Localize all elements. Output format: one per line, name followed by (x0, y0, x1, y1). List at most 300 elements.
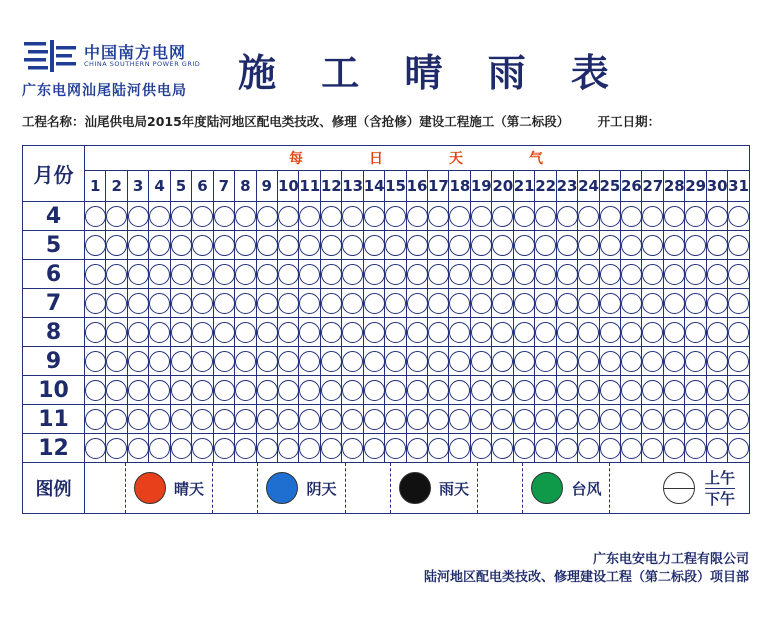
weather-circle[interactable] (278, 264, 299, 285)
weather-circle[interactable] (471, 380, 492, 401)
day-cell (85, 405, 106, 434)
weather-circle[interactable] (342, 438, 363, 459)
weather-circle[interactable] (128, 206, 149, 227)
weather-circle[interactable] (171, 438, 192, 459)
weather-circle[interactable] (407, 206, 428, 227)
day-cell (728, 260, 750, 289)
weather-circle[interactable] (449, 380, 470, 401)
weather-circle[interactable] (514, 235, 535, 256)
weather-circle[interactable] (235, 322, 256, 343)
weather-circle[interactable] (342, 409, 363, 430)
weather-circle[interactable] (407, 293, 428, 314)
weather-circle[interactable] (149, 322, 170, 343)
weather-circle[interactable] (578, 235, 599, 256)
weather-circle[interactable] (642, 351, 663, 372)
weather-circle[interactable] (471, 409, 492, 430)
day-cell (663, 376, 684, 405)
weather-circle[interactable] (214, 380, 235, 401)
weather-circle[interactable] (171, 380, 192, 401)
weather-circle[interactable] (449, 293, 470, 314)
weather-circle[interactable] (364, 438, 385, 459)
weather-circle[interactable] (106, 438, 127, 459)
weather-circle[interactable] (664, 351, 685, 372)
weather-circle[interactable] (535, 351, 556, 372)
weather-circle[interactable] (407, 235, 428, 256)
weather-circle[interactable] (428, 351, 449, 372)
weather-circle[interactable] (106, 206, 127, 227)
weather-circle[interactable] (664, 206, 685, 227)
weather-circle[interactable] (278, 409, 299, 430)
weather-circle[interactable] (557, 264, 578, 285)
weather-circle[interactable] (364, 409, 385, 430)
weather-circle[interactable] (621, 409, 642, 430)
weather-circle[interactable] (449, 351, 470, 372)
day-cell (277, 289, 298, 318)
day-cell (642, 405, 663, 434)
weather-circle[interactable] (128, 235, 149, 256)
weather-circle[interactable] (621, 351, 642, 372)
day-cell (235, 260, 256, 289)
weather-circle[interactable] (707, 235, 728, 256)
month-label: 4 (23, 202, 85, 231)
weather-circle[interactable] (257, 438, 278, 459)
weather-circle[interactable] (342, 351, 363, 372)
weather-circle[interactable] (578, 438, 599, 459)
weather-circle[interactable] (557, 293, 578, 314)
weather-circle[interactable] (535, 322, 556, 343)
weather-circle[interactable] (299, 351, 320, 372)
weather-circle[interactable] (106, 293, 127, 314)
weather-circle[interactable] (257, 293, 278, 314)
weather-circle[interactable] (278, 351, 299, 372)
weather-circle[interactable] (106, 235, 127, 256)
weather-circle[interactable] (514, 206, 535, 227)
weather-circle[interactable] (557, 380, 578, 401)
weather-circle[interactable] (128, 322, 149, 343)
weather-circle[interactable] (621, 293, 642, 314)
weather-circle[interactable] (685, 206, 706, 227)
weather-circle[interactable] (642, 380, 663, 401)
weather-circle[interactable] (364, 235, 385, 256)
weather-circle[interactable] (364, 322, 385, 343)
weather-circle[interactable] (449, 438, 470, 459)
weather-circle[interactable] (214, 206, 235, 227)
weather-circle[interactable] (257, 409, 278, 430)
weather-circle[interactable] (600, 438, 621, 459)
weather-circle[interactable] (342, 322, 363, 343)
weather-circle[interactable] (621, 380, 642, 401)
weather-circle[interactable] (385, 206, 406, 227)
weather-circle[interactable] (642, 264, 663, 285)
weather-circle[interactable] (171, 322, 192, 343)
weather-circle[interactable] (342, 293, 363, 314)
weather-circle[interactable] (85, 438, 106, 459)
weather-circle[interactable] (514, 293, 535, 314)
weather-circle[interactable] (106, 351, 127, 372)
weather-circle[interactable] (728, 438, 749, 459)
weather-circle[interactable] (428, 438, 449, 459)
weather-circle[interactable] (321, 235, 342, 256)
weather-circle[interactable] (728, 264, 749, 285)
weather-circle[interactable] (492, 235, 513, 256)
weather-circle[interactable] (514, 409, 535, 430)
weather-circle[interactable] (106, 409, 127, 430)
weather-circle[interactable] (192, 264, 213, 285)
weather-circle[interactable] (278, 235, 299, 256)
weather-circle[interactable] (428, 235, 449, 256)
weather-circle[interactable] (321, 322, 342, 343)
weather-circle[interactable] (128, 438, 149, 459)
weather-circle[interactable] (299, 235, 320, 256)
weather-circle[interactable] (685, 235, 706, 256)
weather-circle[interactable] (428, 322, 449, 343)
weather-circle[interactable] (621, 438, 642, 459)
weather-circle[interactable] (278, 438, 299, 459)
weather-circle[interactable] (171, 351, 192, 372)
weather-circle[interactable] (685, 264, 706, 285)
weather-circle[interactable] (364, 351, 385, 372)
weather-circle[interactable] (235, 293, 256, 314)
weather-circle[interactable] (128, 264, 149, 285)
weather-circle[interactable] (214, 438, 235, 459)
weather-circle[interactable] (385, 351, 406, 372)
weather-circle[interactable] (299, 322, 320, 343)
weather-circle[interactable] (214, 409, 235, 430)
weather-circle[interactable] (557, 206, 578, 227)
weather-circle[interactable] (728, 380, 749, 401)
weather-circle[interactable] (728, 206, 749, 227)
weather-circle[interactable] (685, 409, 706, 430)
weather-circle[interactable] (642, 293, 663, 314)
weather-circle[interactable] (299, 438, 320, 459)
weather-circle[interactable] (342, 380, 363, 401)
weather-circle[interactable] (514, 438, 535, 459)
weather-circle[interactable] (85, 206, 106, 227)
weather-circle[interactable] (106, 322, 127, 343)
weather-circle[interactable] (85, 235, 106, 256)
weather-circle[interactable] (85, 264, 106, 285)
weather-circle[interactable] (385, 235, 406, 256)
weather-circle[interactable] (578, 293, 599, 314)
weather-circle[interactable] (471, 322, 492, 343)
weather-circle[interactable] (407, 438, 428, 459)
weather-circle[interactable] (664, 264, 685, 285)
weather-circle[interactable] (149, 235, 170, 256)
weather-circle[interactable] (257, 380, 278, 401)
weather-circle[interactable] (342, 264, 363, 285)
weather-circle[interactable] (600, 409, 621, 430)
weather-circle[interactable] (664, 438, 685, 459)
weather-circle[interactable] (257, 322, 278, 343)
weather-circle[interactable] (85, 293, 106, 314)
weather-circle[interactable] (621, 235, 642, 256)
weather-circle[interactable] (621, 322, 642, 343)
weather-circle[interactable] (321, 206, 342, 227)
weather-circle[interactable] (535, 293, 556, 314)
weather-circle[interactable] (557, 235, 578, 256)
weather-circle[interactable] (342, 206, 363, 227)
weather-circle[interactable] (128, 351, 149, 372)
weather-circle[interactable] (471, 264, 492, 285)
weather-circle[interactable] (728, 235, 749, 256)
weather-circle[interactable] (664, 293, 685, 314)
weather-circle[interactable] (600, 206, 621, 227)
weather-circle[interactable] (407, 264, 428, 285)
weather-circle[interactable] (85, 322, 106, 343)
weather-circle[interactable] (192, 351, 213, 372)
weather-circle[interactable] (192, 380, 213, 401)
weather-circle[interactable] (428, 206, 449, 227)
weather-circle[interactable] (685, 322, 706, 343)
weather-circle[interactable] (278, 322, 299, 343)
weather-circle[interactable] (600, 322, 621, 343)
weather-circle[interactable] (728, 409, 749, 430)
weather-circle[interactable] (685, 380, 706, 401)
weather-circle[interactable] (85, 351, 106, 372)
weather-circle[interactable] (364, 293, 385, 314)
weather-circle[interactable] (535, 438, 556, 459)
weather-circle[interactable] (535, 380, 556, 401)
weather-circle[interactable] (600, 380, 621, 401)
weather-circle[interactable] (642, 322, 663, 343)
weather-circle[interactable] (321, 293, 342, 314)
weather-circle[interactable] (621, 264, 642, 285)
weather-circle[interactable] (642, 409, 663, 430)
weather-circle[interactable] (514, 264, 535, 285)
weather-circle[interactable] (621, 206, 642, 227)
weather-circle[interactable] (192, 293, 213, 314)
weather-circle[interactable] (578, 264, 599, 285)
weather-circle[interactable] (299, 264, 320, 285)
weather-circle[interactable] (471, 351, 492, 372)
weather-circle[interactable] (235, 380, 256, 401)
weather-circle[interactable] (578, 322, 599, 343)
weather-circle[interactable] (664, 322, 685, 343)
weather-circle[interactable] (235, 351, 256, 372)
weather-circle[interactable] (600, 264, 621, 285)
weather-circle[interactable] (106, 264, 127, 285)
weather-circle[interactable] (149, 409, 170, 430)
weather-circle[interactable] (557, 351, 578, 372)
weather-circle[interactable] (449, 206, 470, 227)
weather-circle[interactable] (535, 409, 556, 430)
weather-circle[interactable] (664, 409, 685, 430)
weather-circle[interactable] (471, 438, 492, 459)
weather-circle[interactable] (600, 293, 621, 314)
weather-circle[interactable] (492, 322, 513, 343)
weather-circle[interactable] (728, 322, 749, 343)
month-row (23, 260, 750, 289)
weather-circle[interactable] (685, 351, 706, 372)
weather-circle[interactable] (149, 438, 170, 459)
weather-circle[interactable] (428, 264, 449, 285)
weather-circle[interactable] (535, 206, 556, 227)
weather-circle[interactable] (385, 438, 406, 459)
weather-circle[interactable] (492, 264, 513, 285)
day-cell (685, 260, 706, 289)
weather-circle[interactable] (171, 264, 192, 285)
weather-circle[interactable] (385, 380, 406, 401)
weather-circle[interactable] (535, 235, 556, 256)
day-cell (213, 405, 234, 434)
weather-circle[interactable] (600, 351, 621, 372)
weather-circle[interactable] (578, 206, 599, 227)
weather-circle[interactable] (278, 380, 299, 401)
weather-circle[interactable] (128, 409, 149, 430)
weather-circle[interactable] (664, 235, 685, 256)
weather-circle[interactable] (299, 293, 320, 314)
weather-circle[interactable] (214, 264, 235, 285)
weather-circle[interactable] (149, 293, 170, 314)
weather-circle[interactable] (149, 264, 170, 285)
day-cell (235, 289, 256, 318)
weather-circle[interactable] (428, 380, 449, 401)
weather-circle[interactable] (578, 380, 599, 401)
weather-circle[interactable] (514, 351, 535, 372)
weather-circle[interactable] (106, 380, 127, 401)
weather-circle[interactable] (578, 351, 599, 372)
weather-circle[interactable] (664, 380, 685, 401)
day-cell (513, 260, 534, 289)
weather-circle[interactable] (385, 264, 406, 285)
weather-circle[interactable] (428, 293, 449, 314)
weather-circle[interactable] (685, 293, 706, 314)
weather-circle[interactable] (299, 380, 320, 401)
weather-circle[interactable] (192, 206, 213, 227)
weather-circle[interactable] (407, 409, 428, 430)
weather-circle[interactable] (449, 322, 470, 343)
weather-circle[interactable] (642, 235, 663, 256)
weather-circle[interactable] (364, 264, 385, 285)
weather-circle[interactable] (278, 293, 299, 314)
weather-circle[interactable] (728, 351, 749, 372)
weather-circle[interactable] (407, 351, 428, 372)
weather-circle[interactable] (385, 409, 406, 430)
weather-circle[interactable] (149, 206, 170, 227)
weather-circle[interactable] (128, 380, 149, 401)
weather-circle[interactable] (85, 409, 106, 430)
weather-circle[interactable] (514, 322, 535, 343)
weather-circle[interactable] (707, 264, 728, 285)
weather-circle[interactable] (257, 264, 278, 285)
weather-circle[interactable] (171, 293, 192, 314)
weather-circle[interactable] (428, 409, 449, 430)
weather-circle[interactable] (321, 380, 342, 401)
weather-circle[interactable] (707, 438, 728, 459)
weather-circle[interactable] (642, 206, 663, 227)
weather-circle[interactable] (364, 380, 385, 401)
weather-circle[interactable] (492, 206, 513, 227)
weather-circle[interactable] (707, 409, 728, 430)
weather-circle[interactable] (707, 351, 728, 372)
weather-circle[interactable] (707, 206, 728, 227)
day-cell (706, 405, 727, 434)
weather-circle[interactable] (321, 351, 342, 372)
weather-circle[interactable] (385, 293, 406, 314)
day-cell (192, 376, 213, 405)
weather-circle[interactable] (385, 322, 406, 343)
weather-circle[interactable] (578, 409, 599, 430)
weather-circle[interactable] (235, 235, 256, 256)
weather-circle[interactable] (557, 322, 578, 343)
weather-circle[interactable] (492, 351, 513, 372)
weather-circle[interactable] (535, 264, 556, 285)
weather-circle[interactable] (128, 293, 149, 314)
weather-circle[interactable] (214, 293, 235, 314)
weather-circle[interactable] (449, 409, 470, 430)
day-cell (127, 202, 148, 231)
weather-circle[interactable] (171, 206, 192, 227)
day-cell (170, 318, 191, 347)
weather-circle[interactable] (471, 235, 492, 256)
weather-circle[interactable] (171, 409, 192, 430)
weather-circle[interactable] (492, 380, 513, 401)
weather-circle[interactable] (342, 235, 363, 256)
weather-circle[interactable] (235, 409, 256, 430)
weather-circle[interactable] (149, 351, 170, 372)
weather-circle[interactable] (235, 438, 256, 459)
weather-circle[interactable] (557, 438, 578, 459)
weather-circle[interactable] (492, 409, 513, 430)
weather-circle[interactable] (171, 235, 192, 256)
weather-circle[interactable] (85, 380, 106, 401)
weather-circle[interactable] (600, 235, 621, 256)
weather-circle[interactable] (299, 206, 320, 227)
weather-circle[interactable] (278, 206, 299, 227)
weather-circle[interactable] (449, 235, 470, 256)
day-cell (556, 231, 577, 260)
weather-circle[interactable] (192, 409, 213, 430)
weather-circle[interactable] (321, 264, 342, 285)
weather-circle[interactable] (514, 380, 535, 401)
weather-circle[interactable] (471, 206, 492, 227)
weather-circle[interactable] (557, 409, 578, 430)
weather-circle[interactable] (214, 235, 235, 256)
weather-circle[interactable] (321, 438, 342, 459)
weather-circle[interactable] (235, 206, 256, 227)
weather-circle[interactable] (728, 293, 749, 314)
weather-circle[interactable] (407, 322, 428, 343)
weather-circle[interactable] (407, 380, 428, 401)
weather-circle[interactable] (299, 409, 320, 430)
weather-circle[interactable] (214, 322, 235, 343)
weather-circle[interactable] (707, 380, 728, 401)
weather-circle[interactable] (192, 438, 213, 459)
weather-circle[interactable] (149, 380, 170, 401)
weather-circle[interactable] (192, 235, 213, 256)
day-cell (449, 231, 470, 260)
weather-circle[interactable] (235, 264, 256, 285)
weather-circle[interactable] (471, 293, 492, 314)
weather-circle[interactable] (214, 351, 235, 372)
weather-circle[interactable] (707, 322, 728, 343)
weather-circle[interactable] (257, 235, 278, 256)
weather-circle[interactable] (449, 264, 470, 285)
weather-circle[interactable] (192, 322, 213, 343)
weather-circle[interactable] (321, 409, 342, 430)
weather-circle[interactable] (492, 438, 513, 459)
weather-circle[interactable] (685, 438, 706, 459)
weather-circle[interactable] (642, 438, 663, 459)
day-cell (449, 318, 470, 347)
day-cell (663, 231, 684, 260)
weather-circle[interactable] (492, 293, 513, 314)
weather-circle[interactable] (364, 206, 385, 227)
weather-circle[interactable] (257, 351, 278, 372)
month-row (23, 318, 750, 347)
weather-circle[interactable] (257, 206, 278, 227)
weather-circle[interactable] (707, 293, 728, 314)
